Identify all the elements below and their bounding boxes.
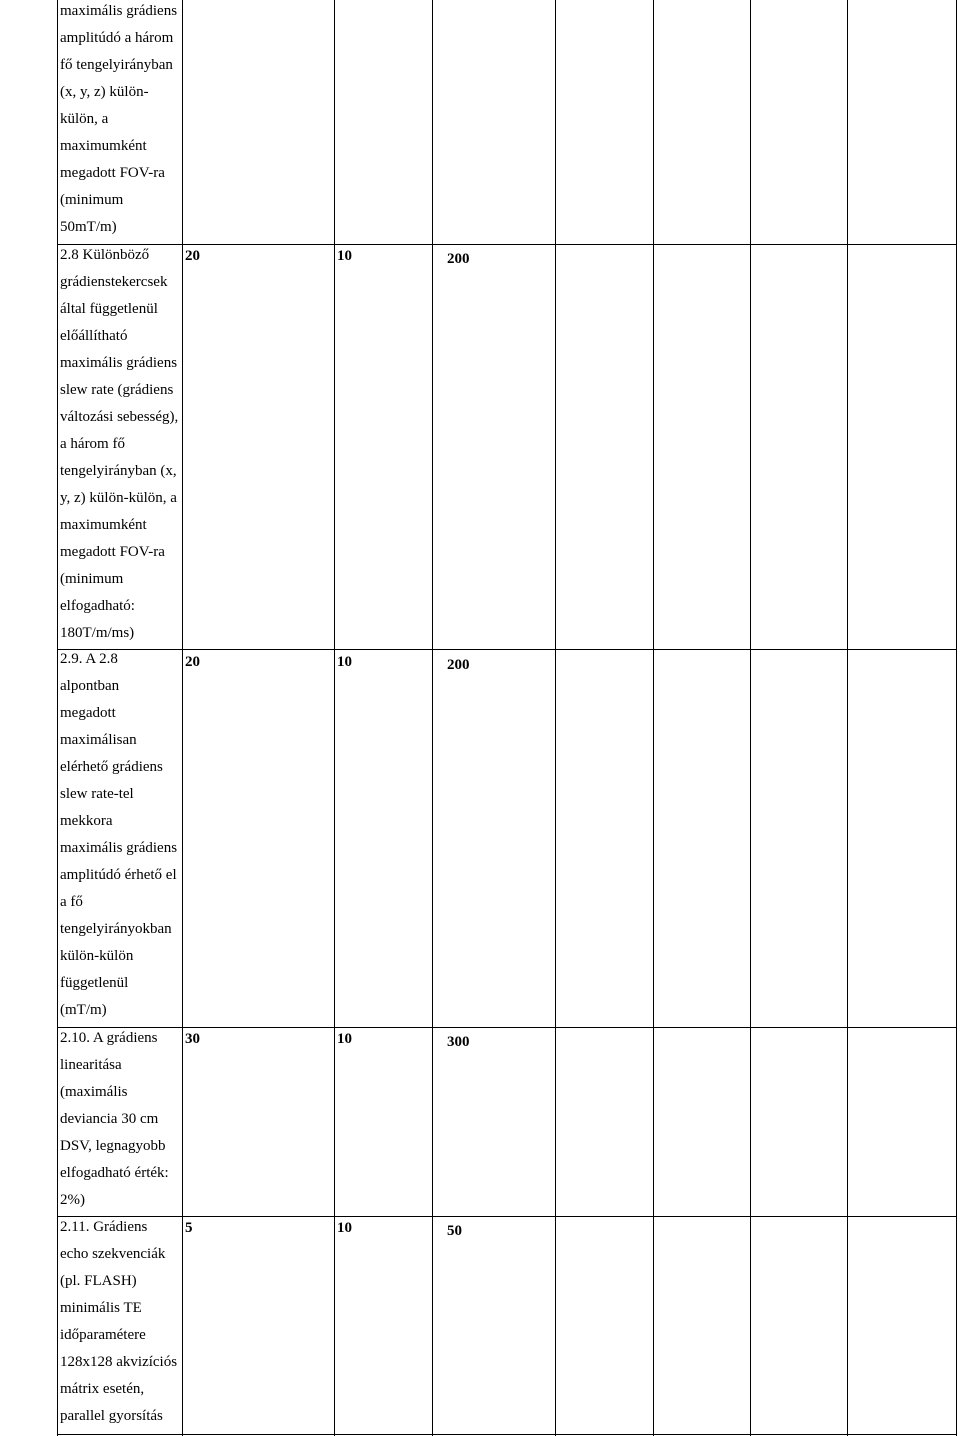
weight-value: 5 — [185, 1220, 193, 1236]
score-table — [57, 0, 957, 1436]
total-value: 200 — [447, 251, 470, 267]
row-divider — [57, 1027, 957, 1028]
max-score-value: 10 — [337, 1220, 352, 1236]
row-divider — [57, 244, 957, 245]
column-divider — [653, 0, 654, 1436]
column-divider — [432, 0, 433, 1436]
total-value: 200 — [447, 657, 470, 673]
criterion-description: 2.9. A 2.8 alpontban megadott maximálisan elérhető grádiens slew rate-tel mekkora maximális grádiens amplitúdó érhető el a fő tengelyirányokban külön-külön függetlenül (mT/m) — [60, 651, 178, 1018]
column-divider — [956, 0, 957, 1436]
criterion-description: 2.11. Grádiens echo szekvenciák (pl. FLASH) minimális TE időparamétere 128x128 akvizíciós mátrix esetén, parallel gyorsítás — [60, 1219, 178, 1424]
max-score-value: 10 — [337, 654, 352, 670]
criterion-description: 2.8 Különböző grádienstekercsek által függetlenül előállítható maximális grádiens slew rate (grádiens változási sebesség), a három fő tengelyirányban (x, y, z) külön-külön, a maximumként megadott FOV-ra (minimum elfogadható: 180T/m/ms) — [60, 247, 179, 641]
row-divider — [57, 1434, 957, 1435]
row-divider — [57, 649, 957, 650]
weight-value: 20 — [185, 248, 200, 264]
total-value: 50 — [447, 1223, 462, 1239]
column-divider — [750, 0, 751, 1436]
weight-value: 20 — [185, 654, 200, 670]
column-divider — [334, 0, 335, 1436]
column-divider — [57, 0, 58, 1436]
total-value: 300 — [447, 1034, 470, 1050]
row-divider — [57, 1216, 957, 1217]
max-score-value: 10 — [337, 248, 352, 264]
criterion-description: 2.10. A grádiens linearitása (maximális deviancia 30 cm DSV, legnagyobb elfogadható érték: 2%) — [60, 1030, 169, 1208]
column-divider — [847, 0, 848, 1436]
column-divider — [555, 0, 556, 1436]
weight-value: 30 — [185, 1031, 200, 1047]
max-score-value: 10 — [337, 1031, 352, 1047]
criterion-description: maximális grádiens amplitúdó a három fő tengelyirányban (x, y, z) külön- külön, a maximumként megadott FOV-ra (minimum 50mT/m) — [60, 3, 178, 235]
